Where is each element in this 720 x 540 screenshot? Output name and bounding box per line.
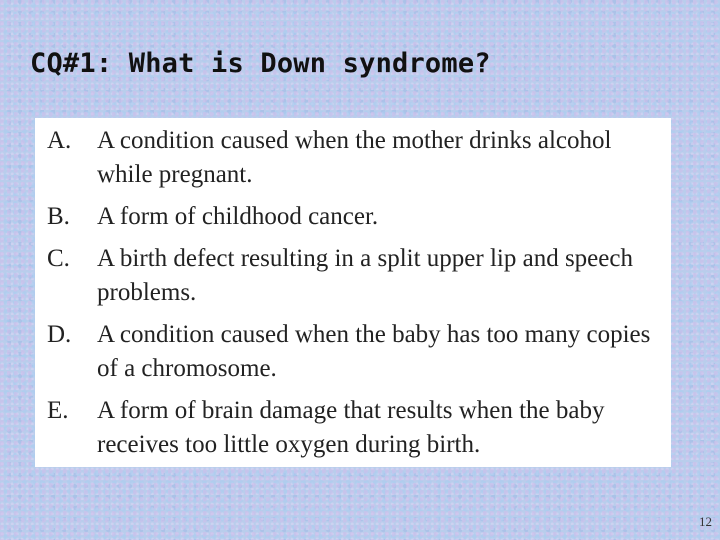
- slide-number: 12: [699, 514, 712, 529]
- choice-letter: D.: [47, 321, 72, 348]
- choice-letter: A.: [47, 127, 72, 154]
- choice-text: A form of brain damage that results when the baby receives too little oxygen during birth.: [97, 397, 605, 458]
- choice-letter: B.: [47, 203, 70, 230]
- choice-c: [47, 242, 661, 310]
- answer-panel: [35, 118, 671, 467]
- choice-text: A form of childhood cancer.: [97, 203, 379, 230]
- choice-d: [47, 318, 661, 386]
- choice-text: A birth defect resulting in a split upper lip and speech problems.: [97, 245, 633, 306]
- choice-letter: E.: [47, 397, 69, 424]
- choice-letter: C.: [47, 245, 70, 272]
- choice-text: A condition caused when the mother drinks alcohol while pregnant.: [97, 127, 612, 188]
- choice-text: A condition caused when the baby has too many copies of a chromosome.: [97, 321, 651, 382]
- choice-e: [47, 394, 661, 462]
- choice-a: [47, 124, 661, 192]
- choice-b: [47, 200, 661, 234]
- slide-title: CQ#1: What is Down syndrome?: [30, 48, 491, 79]
